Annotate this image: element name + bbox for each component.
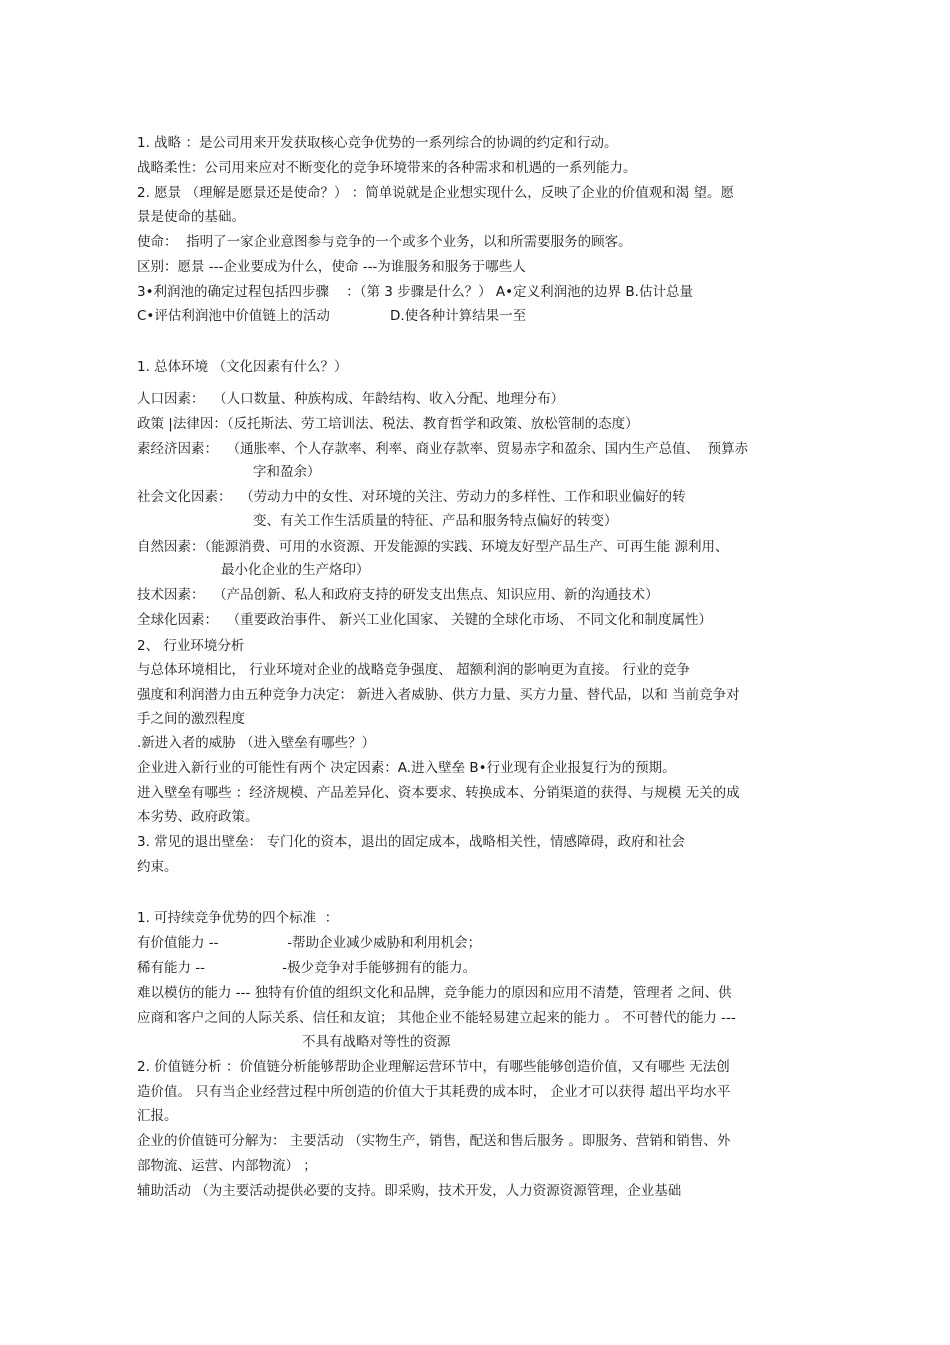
costly-to-imitate-cont: 应商和客户之间的人际关系、信任和友谊； 其他企业不能轻易建立起来的能力 。 不可替代的能力 --- — [137, 1010, 736, 1026]
sociocultural-factors: 社会文化因素： （劳动力中的女性、对环境的关注、劳动力的多样性、工作和职业偏好的转 — [137, 489, 686, 505]
mission-definition: 使命： 指明了一家企业意图参与竞争的一个或多个业务，以和所需要服务的顾客。 — [137, 234, 632, 250]
valuable-capability: 有价值能力 -- -帮助企业减少威胁和利用机会； — [137, 935, 482, 951]
general-environment-heading: 1. 总体环境 （文化因素有什么？） — [137, 359, 348, 375]
value-chain-analysis-end: 汇报。 — [137, 1108, 178, 1124]
vision-definition-cont: 景是使命的基础。 — [137, 209, 245, 225]
nonsubstitutable-cont: 不具有战略对等性的资源 — [302, 1034, 451, 1050]
primary-activities: 企业的价值链可分解为： 主要活动 （实物生产，销售，配送和售后服务 。即服务、营销和销售、外 — [137, 1133, 731, 1149]
profit-pool-steps-cont: C•评估利润池中价值链上的活动 D.使各种计算结果一至 — [137, 308, 527, 324]
sociocultural-factors-cont: 变、有关工作生活质量的特征、产品和服务特点偏好的转变） — [253, 513, 618, 529]
exit-barriers-cont: 约束。 — [137, 859, 178, 875]
strategic-flexibility: 战略柔性：公司用来应对不断变化的竞争环境带来的各种需求和机遇的一系列能力。 — [137, 160, 637, 176]
support-activities: 辅助活动 （为主要活动提供必要的支持。即采购，技术开发，人力资源资源管理，企业基础 — [137, 1183, 682, 1199]
value-chain-analysis-cont: 造价值。 只有当企业经营过程中所创造的价值大于其耗费的成本时， 企业才可以获得 超出平均水平 — [137, 1084, 731, 1100]
rare-capability: 稀有能力 -- -极少竞争对手能够拥有的能力。 — [137, 960, 477, 976]
entry-likelihood: 企业进入新行业的可能性有两个 决定因素：A.进入壁垒 B•行业现有企业报复行为的预期。 — [137, 760, 676, 776]
economic-factors-cont: 字和盈余） — [253, 464, 321, 480]
industry-environment-text-1: 与总体环境相比， 行业环境对企业的战略竞争强度、 超额利润的影响更为直接。 行业的竞争 — [137, 662, 690, 678]
strategy-definition: 1. 战略 ：是公司用来开发获取核心竞争优势的一系列综合的协调的约定和行动。 — [137, 135, 618, 151]
vision-mission-difference: 区别：愿景 ---企业要成为什么，使命 ---为谁服务和服务于哪些人 — [137, 259, 526, 275]
value-chain-analysis: 2. 价值链分析 ：价值链分析能够帮助企业理解运营环节中，有哪些能够创造价值，又有哪些 无法创 — [137, 1059, 730, 1075]
sustainable-advantage-heading: 1. 可持续竞争优势的四个标准 ： — [137, 910, 339, 926]
demographic-factors: 人口因素： （人口数量、种族构成、年龄结构、收入分配、地理分布） — [137, 391, 565, 407]
profit-pool-steps: 3•利润池的确定过程包括四步骤 ：（第 3 步骤是什么？） A•定义利润池的边界 B.估计总量 — [137, 284, 693, 300]
entry-barriers: 进入壁垒有哪些 ：经济规模、产品差异化、资本要求、转换成本、分销渠道的获得、与规模 无关的成 — [137, 785, 740, 801]
global-factors: 全球化因素： （重要政治事件、 新兴工业化国家、 关键的全球化市场、 不同文化和制度属性） — [137, 612, 712, 628]
natural-factors-cont: 最小化企业的生产烙印） — [221, 562, 370, 578]
entry-barriers-cont: 本劣势、政府政策。 — [137, 809, 259, 825]
economic-factors: 素经济因素： （通胀率、个人存款率、利率、商业存款率、贸易赤字和盈余、国内生产总值、 预算赤 — [137, 441, 749, 457]
exit-barriers: 3. 常见的退出壁垒： 专门化的资本，退出的固定成本，战略相关性，情感障碍，政府和社会 — [137, 834, 685, 850]
industry-environment-text-2: 强度和利润潜力由五种竞争力决定： 新进入者威胁、供方力量、买方力量、替代品，以和 当前竞争对 — [137, 687, 740, 703]
natural-factors: 自然因素：（能源消费、可用的水资源、开发能源的实践、环境友好型产品生产、可再生能 源利用、 — [137, 539, 729, 555]
vision-definition: 2. 愿景 （理解是愿景还是使命？） ：简单说就是企业想实现什么，反映了企业的价值观和渴 望。愿 — [137, 185, 735, 201]
industry-environment-heading: 2、 行业环境分析 — [137, 638, 245, 654]
industry-environment-text-3: 手之间的激烈程度 — [137, 711, 245, 727]
primary-activities-cont: 部物流、运营、内部物流） ； — [137, 1158, 317, 1174]
technological-factors: 技术因素： （产品创新、私人和政府支持的研发支出焦点、知识应用、新的沟通技术） — [137, 587, 659, 603]
political-legal-factors: 政策 |法律因：（反托斯法、劳工培训法、税法、教育哲学和政策、放松管制的态度） — [137, 416, 639, 432]
new-entrants-heading: .新进入者的威胁 （进入壁垒有哪些？） — [137, 735, 376, 751]
costly-to-imitate: 难以模仿的能力 --- 独特有价值的组织文化和品牌，竞争能力的原因和应用不清楚，管理者 之间、供 — [137, 985, 732, 1001]
